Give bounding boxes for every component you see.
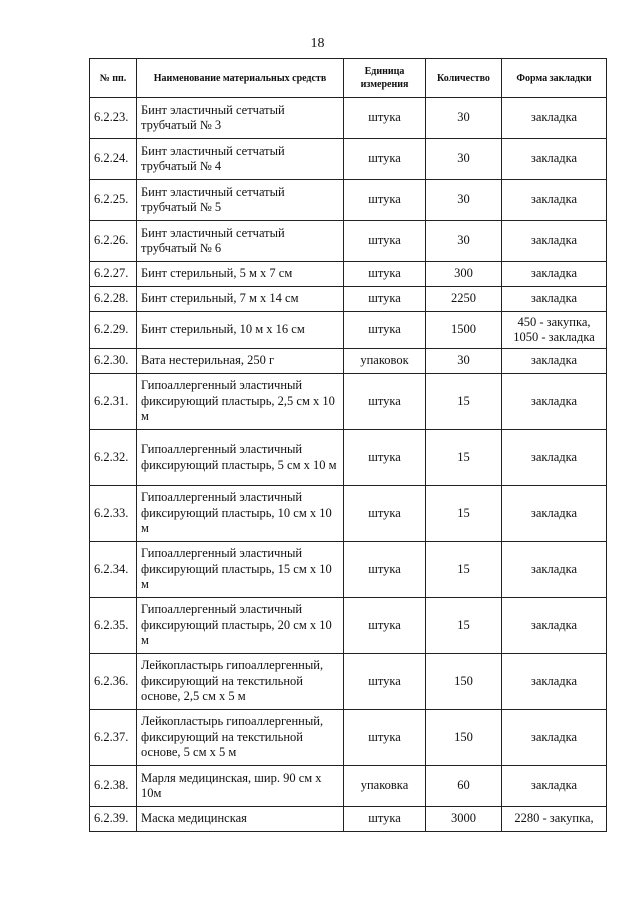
row-qty: 15 [426, 374, 502, 430]
table-row [90, 180, 607, 221]
row-name: Лейкопластырь гипоаллергенный, фиксирующий на текстильной основе, 5 см х 5 м [137, 710, 344, 766]
row-unit: упаковок [344, 349, 426, 374]
row-form: закладка [502, 349, 607, 374]
table-row [90, 349, 607, 374]
header-num: № пп. [90, 59, 137, 98]
row-qty: 30 [426, 221, 502, 262]
table-row [90, 598, 607, 654]
row-qty: 15 [426, 542, 502, 598]
row-num: 6.2.35. [90, 598, 137, 654]
row-num: 6.2.34. [90, 542, 137, 598]
row-unit: штука [344, 486, 426, 542]
row-qty: 2250 [426, 287, 502, 312]
row-qty: 15 [426, 430, 502, 486]
table-row [90, 766, 607, 807]
row-qty: 60 [426, 766, 502, 807]
row-form: закладка [502, 139, 607, 180]
table-body [90, 98, 607, 832]
table-row [90, 287, 607, 312]
row-unit: штука [344, 221, 426, 262]
row-unit: штука [344, 180, 426, 221]
row-form: закладка [502, 766, 607, 807]
table-row [90, 486, 607, 542]
row-name: Гипоаллергенный эластичный фиксирующий пластырь, 20 см х 10 м [137, 598, 344, 654]
row-form: закладка [502, 287, 607, 312]
table-row [90, 710, 607, 766]
row-form: закладка [502, 98, 607, 139]
row-name: Гипоаллергенный эластичный фиксирующий пластырь, 2,5 см х 10 м [137, 374, 344, 430]
row-name: Бинт стерильный, 10 м х 16 см [137, 312, 344, 349]
header-unit: Единица измерения [344, 59, 426, 98]
table-header-row [90, 59, 607, 98]
row-unit: штука [344, 312, 426, 349]
row-form: закладка [502, 430, 607, 486]
header-name: Наименование материальных средств [137, 59, 344, 98]
row-num: 6.2.33. [90, 486, 137, 542]
row-qty: 150 [426, 654, 502, 710]
row-name: Бинт эластичный сетчатый трубчатый № 6 [137, 221, 344, 262]
row-num: 6.2.25. [90, 180, 137, 221]
row-name: Гипоаллергенный эластичный фиксирующий пластырь, 5 см х 10 м [137, 430, 344, 486]
row-name: Бинт эластичный сетчатый трубчатый № 5 [137, 180, 344, 221]
row-num: 6.2.37. [90, 710, 137, 766]
row-num: 6.2.24. [90, 139, 137, 180]
table-row [90, 654, 607, 710]
row-unit: штука [344, 710, 426, 766]
row-unit: штука [344, 262, 426, 287]
row-name: Бинт стерильный, 5 м х 7 см [137, 262, 344, 287]
row-num: 6.2.31. [90, 374, 137, 430]
row-form: закладка [502, 710, 607, 766]
row-qty: 30 [426, 180, 502, 221]
row-num: 6.2.32. [90, 430, 137, 486]
row-form: закладка [502, 262, 607, 287]
row-form: закладка [502, 486, 607, 542]
row-qty: 300 [426, 262, 502, 287]
row-qty: 15 [426, 486, 502, 542]
row-unit: штука [344, 139, 426, 180]
table-row [90, 221, 607, 262]
row-form: закладка [502, 374, 607, 430]
materials-table [89, 58, 607, 832]
row-name: Маска медицинская [137, 807, 344, 832]
row-qty: 15 [426, 598, 502, 654]
row-unit: штука [344, 374, 426, 430]
header-form: Форма закладки [502, 59, 607, 98]
row-unit: штука [344, 98, 426, 139]
row-num: 6.2.30. [90, 349, 137, 374]
row-qty: 1500 [426, 312, 502, 349]
row-name: Марля медицинская, шир. 90 см х 10м [137, 766, 344, 807]
row-num: 6.2.26. [90, 221, 137, 262]
row-form: 450 - закупка, 1050 - закладка [502, 312, 607, 349]
table-row [90, 542, 607, 598]
row-qty: 30 [426, 349, 502, 374]
row-qty: 30 [426, 98, 502, 139]
row-num: 6.2.29. [90, 312, 137, 349]
row-form: 2280 - закупка, [502, 807, 607, 832]
row-form: закладка [502, 542, 607, 598]
row-num: 6.2.23. [90, 98, 137, 139]
row-form: закладка [502, 654, 607, 710]
row-num: 6.2.38. [90, 766, 137, 807]
row-unit: штука [344, 542, 426, 598]
row-form: закладка [502, 221, 607, 262]
row-name: Лейкопластырь гипоаллергенный, фиксирующий на текстильной основе, 2,5 см х 5 м [137, 654, 344, 710]
table-row [90, 98, 607, 139]
table-row [90, 139, 607, 180]
row-qty: 30 [426, 139, 502, 180]
row-unit: штука [344, 654, 426, 710]
table-row [90, 374, 607, 430]
row-name: Бинт эластичный сетчатый трубчатый № 4 [137, 139, 344, 180]
row-name: Гипоаллергенный эластичный фиксирующий пластырь, 15 см х 10 м [137, 542, 344, 598]
table-row [90, 312, 607, 349]
row-form: закладка [502, 598, 607, 654]
row-qty: 3000 [426, 807, 502, 832]
table-row [90, 262, 607, 287]
page-number: 18 [310, 36, 325, 51]
table-row [90, 807, 607, 832]
row-name: Бинт стерильный, 7 м х 14 см [137, 287, 344, 312]
row-num: 6.2.39. [90, 807, 137, 832]
row-num: 6.2.27. [90, 262, 137, 287]
row-unit: штука [344, 807, 426, 832]
row-name: Бинт эластичный сетчатый трубчатый № 3 [137, 98, 344, 139]
table-row [90, 430, 607, 486]
row-name: Вата нестерильная, 250 г [137, 349, 344, 374]
row-form: закладка [502, 180, 607, 221]
row-unit: штука [344, 598, 426, 654]
row-name: Гипоаллергенный эластичный фиксирующий пластырь, 10 см х 10 м [137, 486, 344, 542]
row-num: 6.2.28. [90, 287, 137, 312]
row-num: 6.2.36. [90, 654, 137, 710]
row-qty: 150 [426, 710, 502, 766]
header-qty: Количество [426, 59, 502, 98]
row-unit: штука [344, 287, 426, 312]
row-unit: штука [344, 430, 426, 486]
row-unit: упаковка [344, 766, 426, 807]
